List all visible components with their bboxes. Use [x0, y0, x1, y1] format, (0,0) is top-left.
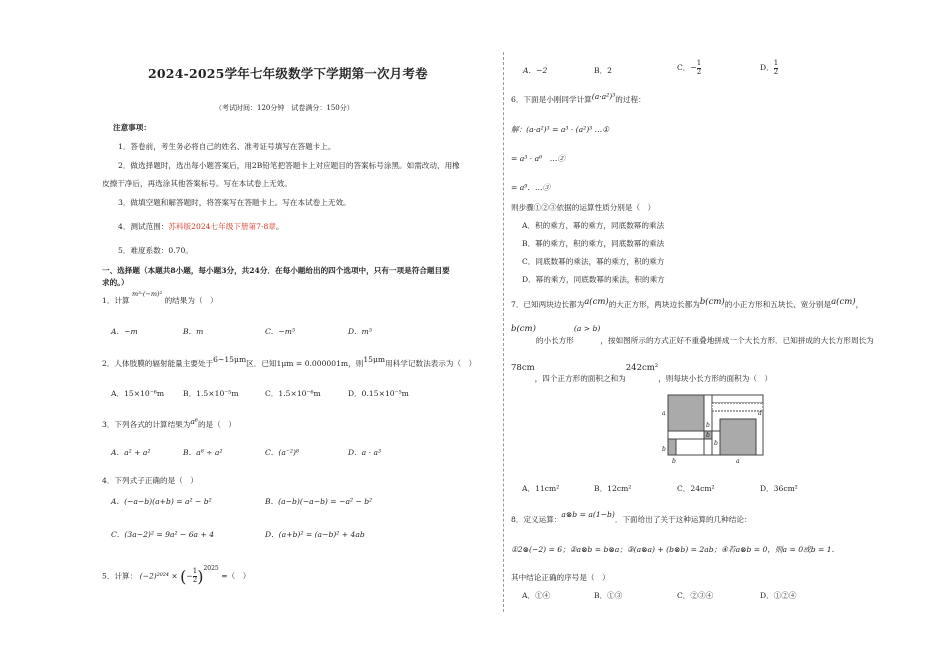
q8-conclusions: ①2⊗(−2) = 6；②a⊗b = b⊗a；③(a⊗a) + (b⊗b) = 2ab；④若a⊗b = 0，则a = 0或b = 1．	[511, 545, 840, 554]
q4-option-b: B．(a−b)(−a−b) = −a² − b²	[265, 497, 373, 506]
test-scope: 苏科版2024七年级下册第7-8章	[168, 222, 276, 231]
q6-option-d: D．幂的乘方，同底数幂的乘法，积的乘方	[522, 275, 665, 284]
q5-option-b: B．2	[594, 66, 613, 75]
q7-text-7: ，四个正方形的面积之和为	[534, 374, 626, 383]
notice-heading: 注意事项：	[113, 123, 151, 132]
q3-option-c: C．(a⁻²)⁸	[265, 448, 299, 457]
q2-given: 1μm = 0.000001m	[276, 359, 349, 368]
q8-stem: 8．定义运算：	[511, 515, 562, 524]
q2-stem-3: ，则	[348, 359, 364, 368]
question-8	[511, 510, 752, 524]
q7-rect-left-mid	[668, 431, 704, 439]
q2-range: 6~15μm	[213, 355, 247, 364]
question-4: 4．下列式子正确的是（ ）	[102, 476, 198, 485]
column-divider	[503, 52, 504, 612]
q6-option-a: A．积的乘方，幂的乘方，同底数幂的乘法	[522, 221, 665, 230]
q5-option-c-label: C．−	[677, 63, 697, 73]
exam-info: （考试时间：120分钟 试卷满分：150分）	[215, 104, 354, 112]
q5-fraction-num: 1	[192, 567, 198, 576]
q4-option-a: A．(−a−b)(a+b) = a² − b²	[111, 497, 212, 506]
q6-step-3: = a⁹．…③	[511, 183, 551, 192]
q5-option-d-num: 1	[773, 59, 779, 67]
q5-option-c-den: 2	[696, 67, 702, 76]
q8-option-b: B．①③	[594, 591, 623, 600]
q7-option-a: A．11cm²	[522, 484, 560, 493]
q7-rect-top-right	[712, 395, 763, 403]
q5-stem: 5．计算：	[102, 571, 138, 581]
q8-option-d: D．①②④	[760, 591, 797, 600]
q5-option-a: A．−2	[523, 66, 548, 75]
q7-small-square-2	[668, 439, 676, 455]
q6-question: 则步骤①②③依据的运算性质分别是（ ）	[511, 203, 656, 212]
q8-stem-end: ．下面给出了关于这种运算的几种结论：	[614, 515, 752, 524]
q8-definition: a⊗b = a(1−b)	[561, 510, 615, 519]
q3-stem-end: 的是（ ）	[197, 420, 236, 429]
q7-area-sum: 242cm²	[625, 363, 659, 373]
notice-4-end: 。	[275, 222, 284, 231]
q7-option-c: C．24cm²	[677, 484, 715, 493]
q2-option-c: C．1.5×10⁻⁶m	[265, 389, 321, 398]
q1-expr: m³·(−m)²	[132, 290, 163, 298]
q7-figure-label-a-2: a	[758, 410, 762, 417]
q7-figure	[660, 393, 770, 467]
q3-stem: 3．下列各式的计算结果为	[102, 420, 191, 429]
q2-option-b: B．1.5×10⁻⁵m	[183, 389, 239, 398]
q7-figure-label-b-2: b	[706, 422, 710, 429]
q2-stem: 2．人体肢膜的辐射能量主要处于	[102, 359, 214, 368]
question-1	[102, 290, 218, 306]
q7-text-5: 的小长方形	[535, 336, 574, 345]
q7-figure-label-b-3: b	[706, 432, 710, 439]
notice-2: 2．做选择题时，选出每小题答案后，用2B铅笔把答题卡上对应题目的答案标号涂黑。如需改动，用橡	[118, 161, 460, 170]
q5-neg: −	[186, 571, 193, 581]
q5-option-d	[760, 60, 778, 76]
q7-rect-bottom	[676, 439, 704, 455]
q8-question: 其中结论正确的序号是（ ）	[511, 573, 610, 582]
q5-option-d-label: D．	[760, 63, 774, 73]
q7-rect-dashed	[712, 403, 763, 411]
q8-option-c: C．②③④	[677, 591, 714, 600]
q7-b-cm: b(cm)	[699, 297, 725, 307]
q7-text-6: ，按如图所示的方式正好不重叠地拼成一个大长方形．已知拼成的大长方形周长为	[600, 336, 874, 345]
q3-option-a: A．a² + a²	[111, 448, 151, 457]
notice-4-label: 4．测试范围：	[118, 222, 169, 231]
q7-text-4: ，	[855, 300, 864, 309]
q6-step-2: = a³ · a⁶ …②	[511, 154, 565, 163]
q2-stem-end: 用科学记数法表示为（ ）	[385, 359, 477, 368]
q3-option-b: B．a⁸ ÷ a²	[183, 448, 223, 457]
q7-figure-label-b-4: b	[714, 440, 718, 447]
q7-option-b: B．12cm²	[594, 484, 632, 493]
q2-stem-2: 区．已知	[246, 359, 277, 368]
q3-option-d: D．a · a³	[348, 448, 382, 457]
question-5: 5．计算： (−2)²⁰²⁴ × (− $\frac{1}{2}$ )$^{2025}$ =（ ）	[102, 564, 251, 586]
q1-stem-end: 的结果为（ ）	[164, 296, 218, 305]
q7-figure-label-a-1: a	[662, 410, 666, 417]
section-1-heading: 一、选择题（本题共8小题，每小题3分，共24分．在每小题给出的四个选项中，只有一项是符合题目要	[102, 266, 450, 275]
q7-a-cm: a(cm)	[584, 297, 609, 307]
q7-big-square-left	[668, 395, 704, 431]
question-7-line-3	[511, 363, 773, 383]
q5-option-c	[677, 60, 701, 76]
q5-expr: (−2)²⁰²⁴ ×	[139, 571, 178, 581]
q7-figure-label-b-5: b	[672, 458, 676, 465]
q1-option-b: B．m	[183, 327, 204, 336]
question-6	[511, 92, 646, 104]
q7-a-cm-2: a(cm)	[831, 297, 856, 307]
q2-option-d: D．0.15×10⁻⁵m	[348, 389, 409, 398]
question-7-line-2	[511, 324, 874, 345]
question-3	[102, 417, 236, 429]
q4-option-d: D．(a+b)² = (a−b)² + 4ab	[265, 530, 365, 539]
q7-perimeter: 78cm	[511, 363, 535, 373]
q6-option-b: B．幂的乘方，积的乘方，同底数幂的乘法	[522, 239, 665, 248]
q1-option-d: D．m⁵	[348, 327, 372, 336]
q2-option-a: A．15×10⁻⁶m	[111, 389, 165, 398]
q1-option-a: A．−m	[111, 327, 138, 336]
q7-b-cm-2: b(cm)	[511, 324, 536, 334]
section-1-heading-cont: 求的。）	[102, 278, 129, 287]
q7-condition: (a > b)	[573, 324, 601, 333]
q6-step-1: 解：(a·a²)³ = a³ · (a²)³ …①	[511, 125, 610, 134]
q7-option-d: D．36cm²	[760, 484, 798, 493]
q7-text-2: 的大正方形，两块边长都为	[608, 300, 700, 309]
notice-3: 3．做填空题和解答题时，将答案写在答题卡上。写在本试卷上无效。	[118, 198, 351, 207]
q6-option-c: C．同底数幂的乘法，幂的乘方，积的乘方	[522, 257, 665, 266]
q5-option-c-num: 1	[696, 59, 702, 67]
q1-stem: 1．计算	[102, 296, 130, 305]
q4-option-c: C．(3a−2)² = 9a² − 6a + 4	[111, 530, 215, 539]
q5-exponent: 2025	[203, 564, 219, 572]
q6-stem: 6．下面是小刚同学计算	[511, 95, 592, 104]
notice-2-cont: 皮擦干净后，再选涂其他答案标号。写在本试卷上无效。	[102, 179, 292, 188]
q1-option-c: C．−m⁵	[265, 327, 296, 336]
notice-4	[118, 222, 284, 231]
q5-stem-end: =（ ）	[221, 571, 251, 581]
q7-figure-label-a-3: a	[736, 458, 740, 465]
q7-text-1: 7．已知两块边长都为	[511, 300, 585, 309]
q2-value: 15μm	[363, 355, 386, 364]
q7-figure-label-b-1: b	[662, 446, 666, 453]
question-2	[102, 355, 477, 368]
question-7	[511, 297, 864, 310]
q7-big-square-right	[720, 419, 756, 455]
q7-text-3: 的小正方形和五块长、宽分别是	[724, 300, 832, 309]
q6-expr: (a·a²)³	[591, 92, 616, 101]
q3-expr: a⁶	[190, 417, 198, 426]
q6-stem-end: 的过程：	[615, 95, 646, 104]
q5-option-d-den: 2	[773, 67, 779, 76]
notice-1: 1．答卷前，考生务必将自己的姓名、准考证号填写在答题卡上。	[118, 142, 336, 151]
page-title: 2024-2025学年七年级数学下学期第一次月考卷	[148, 66, 428, 81]
q5-fraction-den: 2	[192, 576, 198, 585]
notice-5: 5．难度系数：0.70。	[118, 246, 193, 255]
q7-text-8: ，则每块小长方形的面积为（ ）	[658, 374, 773, 383]
q8-option-a: A．①④	[522, 591, 551, 600]
